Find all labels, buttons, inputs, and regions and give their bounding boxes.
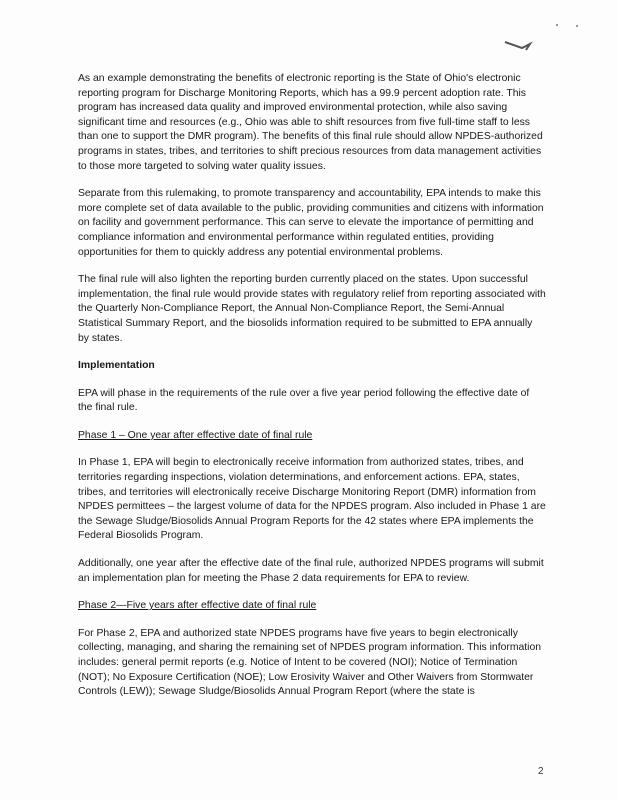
- page-number: 2: [538, 766, 544, 777]
- paragraph-phase2-details: For Phase 2, EPA and authorized state NPDES programs have five years to begin electronically collecting, managing, and sharing the remaining set of NPDES program information. This information includes: general permit reports (e.g. Notice of Intent to be covered (NOI); Notice of Termination (NOT); No Exposure Certification (NOE); Low Erosivity Waiver and Other Waivers from Stormwater Controls (LEW)); Sewage Sludge/Biosolids Annual Program Report (where the state is: [78, 627, 542, 698]
- paragraph-phase1-plan: Additionally, one year after the effective date of the final rule, authorized NPDES programs will submit an implementation plan for meeting the Phase 2 data requirements for EPA to review.: [78, 558, 544, 584]
- phase2-title: Phase 2—Five years after effective date of final rule: [78, 600, 317, 612]
- paragraph-implementation-intro: EPA will phase in the requirements of the rule over a five year period following the effective date of the final rule.: [78, 387, 530, 414]
- paragraph-transparency: Separate from this rulemaking, to promote transparency and accountability, EPA intends to make this more complete set of data available to the public, providing communities and citizens with information on facility and government performance. This can serve to elevate the importance of permitting and compliance information and environmental performance within regulated entities, providing opportunities for them to quickly address any potential environmental problems.: [78, 188, 544, 258]
- scan-artifact-mark: [500, 20, 600, 60]
- section-heading-implementation: Implementation: [78, 360, 155, 372]
- paragraph-reporting-burden: The final rule will also lighten the reporting burden currently placed on the states. Upon successful implementation, the final rule would provide states with regulatory relief from reporting associated with the Quarterly Non-Compliance Report, the Annual Non-Compliance Report, the Semi-Annual Statistical Summary Report, and the biosolids information required to be submitted to EPA annually by states.: [78, 274, 546, 344]
- document-body: [78, 72, 546, 713]
- paragraph-phase1-details: In Phase 1, EPA will begin to electronically receive information from authorized states, tribes, and territories regarding inspections, violation determinations, and enforcement actions. EPA, states, tribes, and territories will electronically receive Discharge Monitoring Report (DMR) information from NPDES permittees – the largest volume of data for the NPDES program. Also included in Phase 1 are the Sewage Sludge/Biosolids Annual Program Reports for the 42 states where EPA implements the Federal Biosolids Program.: [78, 457, 546, 542]
- paragraph-ohio-example: As an example demonstrating the benefits of electronic reporting is the State of Ohio's electronic reporting program for Discharge Monitoring Reports, which has a 99.9 percent adoption rate. This program has increased data quality and improved environmental protection, while also saving significant time and resources (e.g., Ohio was able to shift resources from five full-time staff to less than one to support the DMR program). The benefits of this final rule should allow NPDES-authorized programs in states, tribes, and territories to shift precious resources from data management activities to those more targeted to solving water quality issues.: [78, 73, 543, 172]
- phase1-title: Phase 1 – One year after effective date of final rule: [78, 429, 313, 441]
